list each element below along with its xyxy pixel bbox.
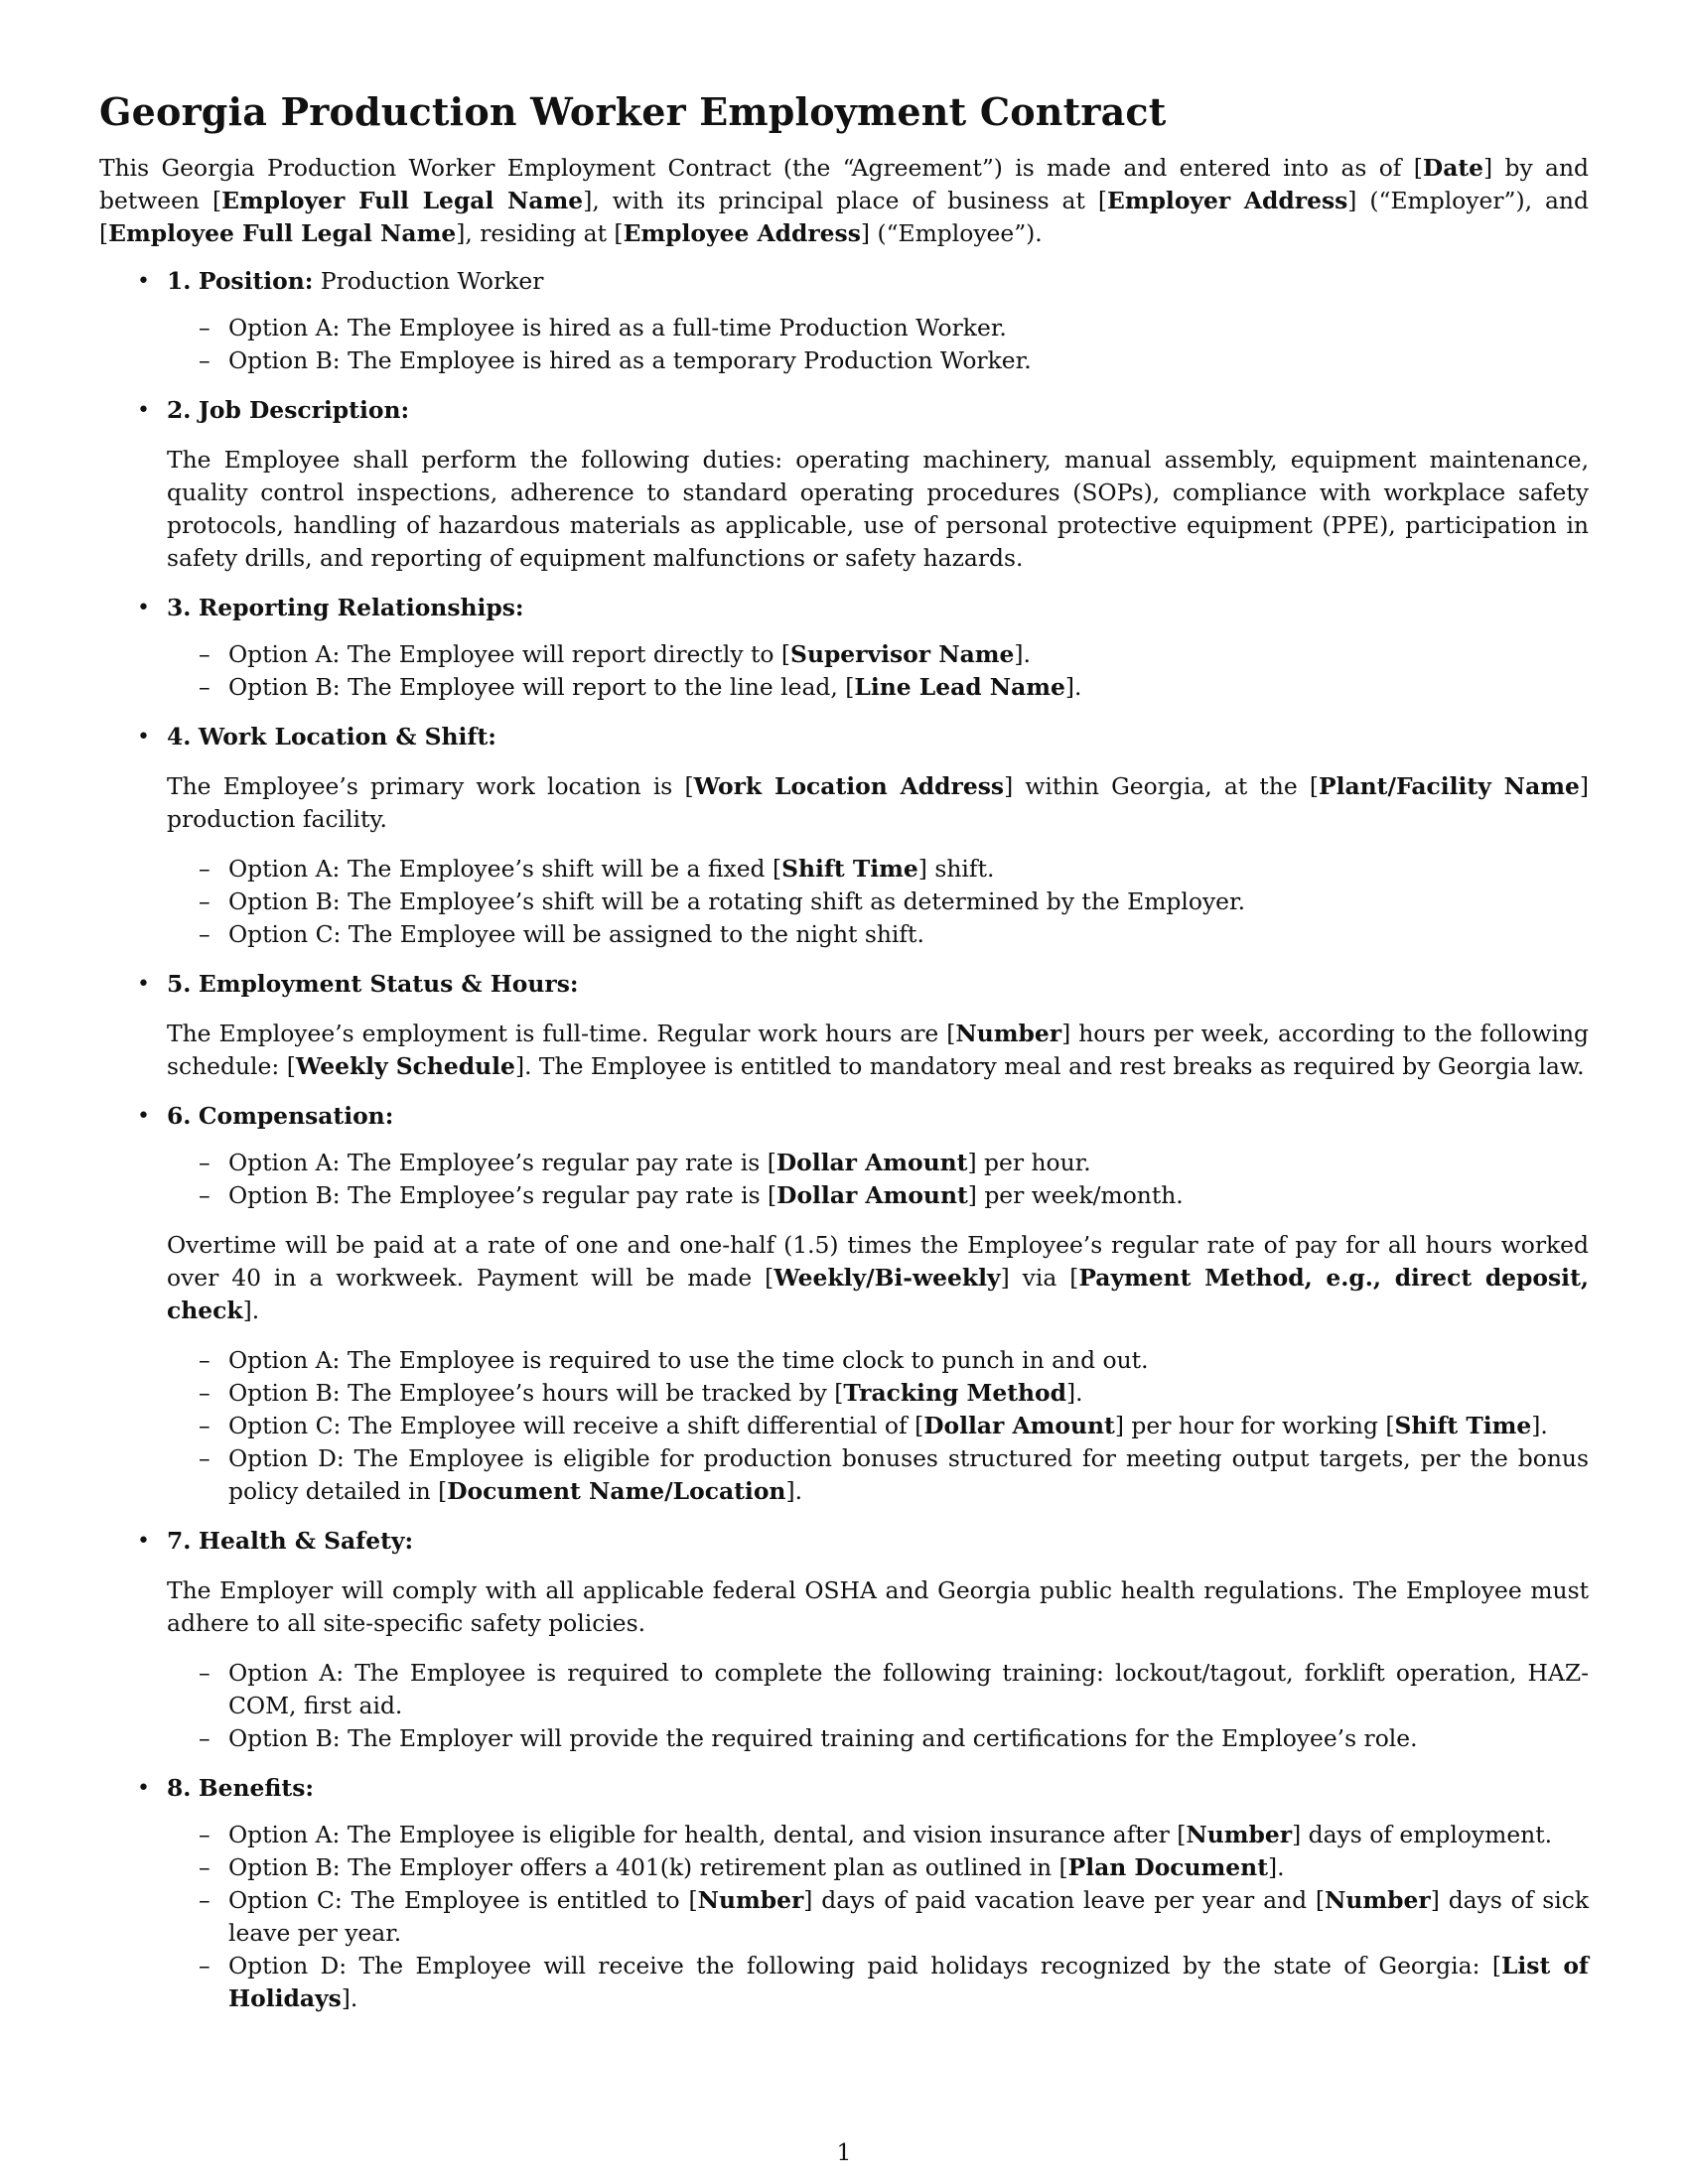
document-page — [99, 87, 1589, 2032]
option-item: – Option C: The Employee will receive a shift differential of [Dollar Amount] per hour for working [Shift Time]. — [167, 1410, 1589, 1442]
option-item: – Option A: The Employee’s regular pay rate is [Dollar Amount] per hour. — [167, 1147, 1589, 1179]
option-item: – Option B: The Employer offers a 401(k) retirement plan as outlined in [Plan Document]. — [167, 1851, 1589, 1884]
section-heading: • 1. Position: Production Worker — [167, 267, 544, 295]
option-item: – Option A: The Employee is eligible for health, dental, and vision insurance after [Number] days of employment. — [167, 1819, 1589, 1851]
option-item: – Option A: The Employee will report directly to [Supervisor Name]. — [167, 638, 1589, 671]
placeholder-employee-name: Employee Full Legal Name — [108, 219, 457, 247]
section-heading: • 2. Job Description: — [167, 396, 410, 424]
section-employment-status — [99, 968, 1589, 1083]
section-heading: • 8. Benefits: — [167, 1774, 315, 1802]
option-item: – Option B: The Employee’s regular pay rate is [Dollar Amount] per week/month. — [167, 1179, 1589, 1212]
option-item: – Option A: The Employee is required to complete the following training: lockout/tagout, forklift operation, HAZ-COM, first aid. — [167, 1657, 1589, 1722]
options-list — [167, 1819, 1589, 2015]
options-list — [167, 638, 1589, 704]
placeholder-employer-address: Employer Address — [1107, 187, 1348, 214]
section-heading: • 6. Compensation: — [167, 1102, 394, 1130]
section-heading: • 3. Reporting Relationships: — [167, 594, 524, 621]
section-heading: • 7. Health & Safety: — [167, 1527, 414, 1555]
section-benefits — [99, 1772, 1589, 2015]
section-body: The Employee’s employment is full-time. Regular work hours are [Number] hours per week, according to the following schedule: [Weekly Schedule]. The Employee is entitled to mandatory meal and rest breaks as required by Georgia law. — [167, 1020, 1589, 1080]
placeholder-employee-address: Employee Address — [623, 219, 861, 247]
section-reporting — [99, 592, 1589, 704]
section-position — [99, 265, 1589, 377]
document-title: Georgia Production Worker Employment Contract — [99, 89, 1167, 134]
section-compensation — [99, 1100, 1589, 1508]
section-heading: • 5. Employment Status & Hours: — [167, 970, 579, 998]
section-health-safety — [99, 1525, 1589, 1755]
options-list — [167, 1147, 1589, 1212]
section-work-location — [99, 721, 1589, 951]
option-item: – Option B: The Employer will provide the required training and certifications for the Employee’s role. — [167, 1722, 1589, 1755]
section-body: The Employer will comply with all applicable federal OSHA and Georgia public health regulations. The Employee must adhere to all site-specific safety policies. — [167, 1576, 1589, 1637]
option-item: – Option D: The Employee will receive the following paid holidays recognized by the state of Georgia: [List of Holidays]. — [167, 1950, 1589, 2015]
page-number: 1 — [836, 2138, 852, 2166]
option-item: – Option B: The Employee is hired as a temporary Production Worker. — [167, 344, 1589, 377]
option-item: – Option B: The Employee’s hours will be tracked by [Tracking Method]. — [167, 1377, 1589, 1410]
options-list — [167, 1344, 1589, 1508]
option-item: – Option B: The Employee’s shift will be a rotating shift as determined by the Employer. — [167, 886, 1589, 918]
options-list — [167, 312, 1589, 377]
section-body: The Employee’s primary work location is [Work Location Address] within Georgia, at the [Plant/Facility Name] production facility. — [167, 772, 1589, 833]
section-heading: • 4. Work Location & Shift: — [167, 723, 496, 751]
options-list — [167, 1657, 1589, 1755]
option-item: – Option A: The Employee is hired as a full-time Production Worker. — [167, 312, 1589, 344]
placeholder-employer-name: Employer Full Legal Name — [221, 187, 584, 214]
sections-list — [99, 265, 1589, 2015]
section-body: The Employee shall perform the following duties: operating machinery, manual assembly, equipment maintenance, quality control inspections, adherence to standard operating procedures (SOPs), compliance with workplace safety protocols, handling of hazardous materials as applicable, use of personal protective equipment (PPE), participation in safety drills, and reporting of equipment malfunctions or safety hazards. — [167, 446, 1589, 572]
option-item: – Option B: The Employee will report to the line lead, [Line Lead Name]. — [167, 671, 1589, 704]
section-body: Overtime will be paid at a rate of one and one-half (1.5) times the Employee’s regular rate of pay for all hours worked over 40 in a workweek. Payment will be made [Weekly/Bi-weekly] via [Payment Method, e.g., direct deposit, check]. — [167, 1231, 1590, 1324]
option-item: – Option A: The Employee’s shift will be a fixed [Shift Time] shift. — [167, 853, 1589, 886]
intro-paragraph: This Georgia Production Worker Employment Contract (the “Agreement”) is made and entered into as of [Date] by and between [Employer Full Legal Name], with its principal place of business at [Employer Address] (“Employer”), and [Employee Full Legal Name], residing at [Employee Address] (“Employee”). — [99, 154, 1589, 247]
option-item: – Option D: The Employee is eligible for production bonuses structured for meeting output targets, per the bonus policy detailed in [Document Name/Location]. — [167, 1442, 1589, 1508]
option-item: – Option C: The Employee will be assigned to the night shift. — [167, 918, 1589, 951]
position-value: Production Worker — [320, 267, 544, 295]
option-item: – Option A: The Employee is required to use the time clock to punch in and out. — [167, 1344, 1589, 1377]
options-list — [167, 853, 1589, 951]
option-item: – Option C: The Employee is entitled to [Number] days of paid vacation leave per year and [Number] days of sick leave per year. — [167, 1884, 1589, 1950]
section-job-description — [99, 394, 1589, 575]
placeholder-date: Date — [1422, 154, 1484, 182]
